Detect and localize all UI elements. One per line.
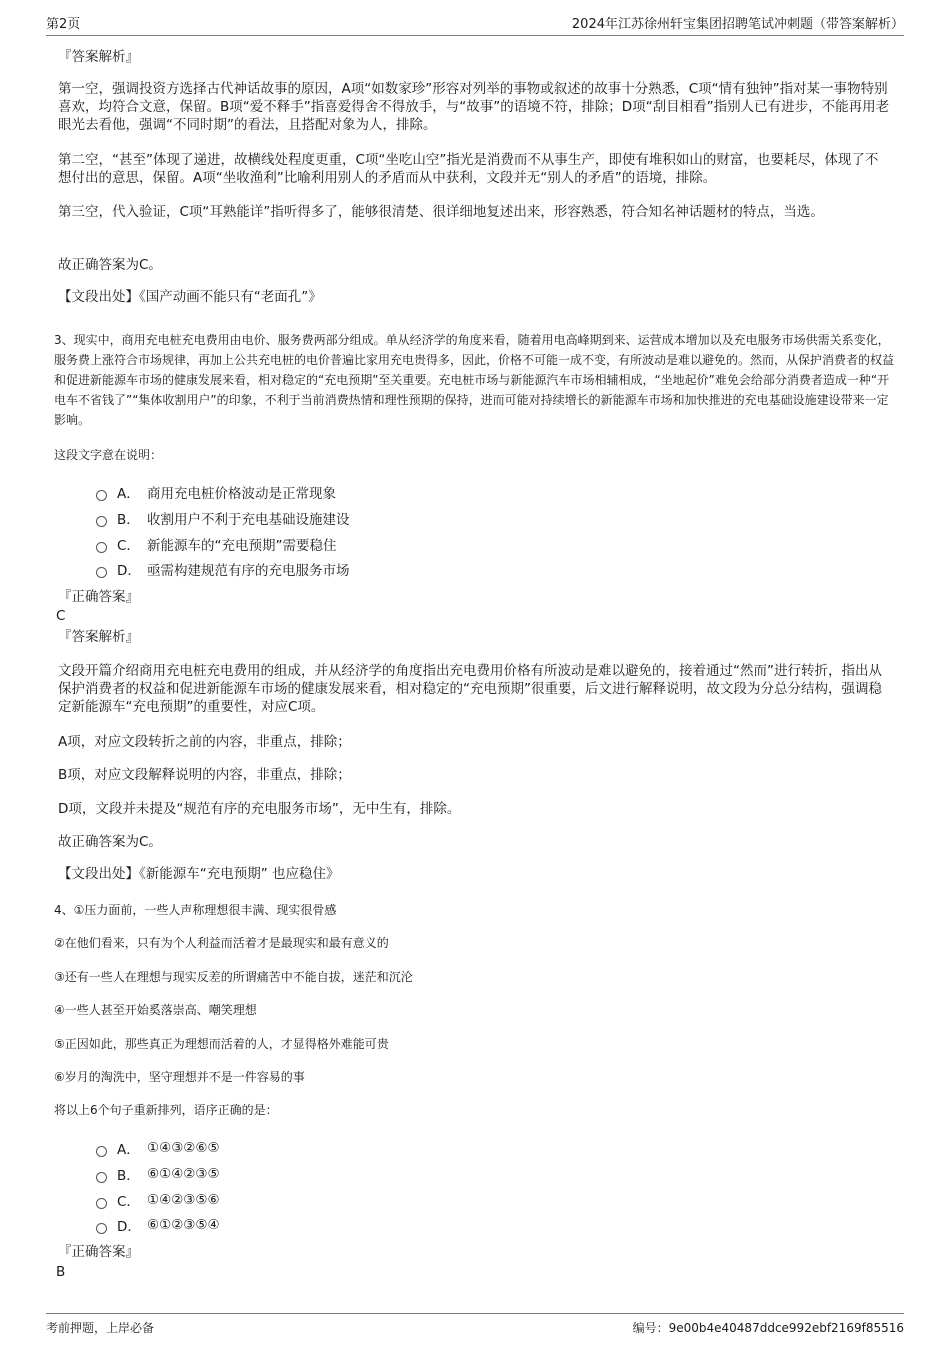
q2-analysis-p2: 第二空，“甚至”体现了递进，故横线处程度更重，C项“坐吃山空”指光是消费而不从事生产，即使有堆积如山的财富，也要耗尽，体现了不想付出的意思，保留。A项“坐收渔利”比喻利用别人的矛盾而从中获利，文段并无“别人的矛盾”的语境，排除。 — [58, 152, 879, 186]
q4-sentence-1: 4、①压力面前，一些人声称理想很丰满、现实很骨感 — [54, 903, 337, 917]
q3-option-c[interactable]: C． 新能源车的“充电预期”需要稳住 — [96, 534, 337, 554]
q4-sentence-2: ②在他们看来，只有为个人利益而活着才是最现实和最有意义的 — [54, 936, 389, 950]
q2-source: 【文段出处】《国产动画不能只有“老面孔”》 — [58, 289, 322, 305]
q4-sentence-3: ③还有一些人在理想与现实反差的所谓痛苦中不能自拔，迷茫和沉沦 — [54, 970, 413, 984]
radio-icon[interactable] — [96, 567, 107, 578]
page-header — [46, 10, 904, 36]
q4-sentence-4: ④一些人甚至开始奚落崇高、嘲笑理想 — [54, 1003, 257, 1017]
radio-icon[interactable] — [96, 542, 107, 553]
page-footer — [46, 1313, 904, 1336]
radio-icon[interactable] — [96, 1172, 107, 1183]
q4-option-b[interactable]: B． ⑥①④②③⑤ — [96, 1164, 220, 1184]
q4-option-a[interactable]: A． ①④③②⑥⑤ — [96, 1138, 220, 1158]
document-id: 编号：9e00b4e40487ddce992ebf2169f85516 — [632, 1321, 904, 1335]
q4-sentence-6: ⑥岁月的淘洗中，坚守理想并不是一件容易的事 — [54, 1070, 305, 1084]
q3-analysis-b: B项，对应文段解释说明的内容，非重点，排除； — [58, 767, 351, 783]
q3-answer: C — [56, 608, 66, 624]
q4-option-d[interactable]: D． ⑥①②③⑤④ — [96, 1215, 220, 1235]
radio-icon[interactable] — [96, 1198, 107, 1209]
q3-analysis-title: 『答案解析』 — [58, 629, 139, 645]
q3-answer-title: 『正确答案』 — [58, 589, 139, 605]
document-title: 2024年江苏徐州轩宝集团招聘笔试冲刺题（带答案解析） — [571, 17, 904, 32]
q3-analysis-p1: 文段开篇介绍商用充电桩充电费用的组成，并从经济学的角度指出充电费用价格有所波动是难以避免的，接着通过“然而”进行转折，指出从保护消费者的权益和促进新能源车市场的健康发展来看，相对稳定的“充电预期”很重要，后文进行解释说明，故文段为分总分结构，强调稳定新能源车“充电预期”的重要性，对应C项。 — [58, 663, 882, 715]
radio-icon[interactable] — [96, 516, 107, 527]
q2-analysis-p3: 第三空，代入验证，C项“耳熟能详”指听得多了，能够很清楚、很详细地复述出来，形容熟悉，符合知名神话题材的特点，当选。 — [58, 204, 824, 220]
q3-option-a[interactable]: A． 商用充电桩价格波动是正常现象 — [96, 482, 336, 502]
q3-question: 这段文字意在说明： — [54, 448, 163, 462]
radio-icon[interactable] — [96, 1223, 107, 1234]
q3-option-b[interactable]: B． 收割用户不利于充电基础设施建设 — [96, 508, 350, 528]
q4-option-c[interactable]: C． ①④②③⑤⑥ — [96, 1190, 220, 1210]
q3-analysis-d: D项，文段并未提及“规范有序的充电服务市场”，无中生有，排除。 — [58, 801, 461, 817]
q3-analysis-a: A项，对应文段转折之前的内容，非重点，排除； — [58, 734, 351, 750]
q3-option-d[interactable]: D． 亟需构建规范有序的充电服务市场 — [96, 559, 350, 579]
radio-icon[interactable] — [96, 490, 107, 501]
q2-analysis-p1: 第一空，强调投资方选择古代神话故事的原因，A项“如数家珍”形容对列举的事物或叙述的故事十分熟悉，C项“情有独钟”指对某一事物特别喜欢，均符合文意，保留。B项“爱不释手”指喜爱得舍不得放手，与“故事”的语境不符，排除；D项“刮目相看”指别人已有进步，不能再用老眼光去看他，强调“不同时期”的看法，且搭配对象为人，排除。 — [58, 81, 890, 133]
q2-analysis-title: 『答案解析』 — [58, 49, 139, 65]
q2-conclusion: 故正确答案为C。 — [58, 257, 162, 273]
q4-answer-title: 『正确答案』 — [58, 1244, 139, 1260]
q3-stem: 3、现实中，商用充电桩充电费用由电价、服务费两部分组成。单从经济学的角度来看，随着用电高峰期到来、运营成本增加以及充电服务市场供需关系变化，服务费上涨符合市场规律，再加上公共充电桩的电价普遍比家用充电贵得多，因此，价格不可能一成不变，有所波动是难以避免的。然而，从保护消费者的权益和促进新能源车市场的健康发展来看，相对稳定的“充电预期”至关重要。充电桩市场与新能源汽车市场相辅相成，“坐地起价”难免会给部分消费者造成一种“开电车不省钱了”“集体收割用户”的印象，不利于当前消费热情和理性预期的保持，进而可能对持续增长的新能源车市场和加快推进的充电基础设施建设带来一定影响。 — [54, 333, 895, 427]
q4-sentence-5: ⑤正因如此，那些真正为理想而活着的人，才显得格外难能可贵 — [54, 1037, 389, 1051]
page-number: 第2页 — [46, 17, 81, 32]
q4-question: 将以上6个句子重新排列，语序正确的是： — [54, 1103, 278, 1117]
radio-icon[interactable] — [96, 1146, 107, 1157]
q3-conclusion: 故正确答案为C。 — [58, 834, 162, 850]
q4-answer: B — [56, 1264, 66, 1280]
footer-slogan: 考前押题，上岸必备 — [46, 1321, 155, 1335]
q3-source: 【文段出处】《新能源车“充电预期” 也应稳住》 — [58, 866, 340, 882]
